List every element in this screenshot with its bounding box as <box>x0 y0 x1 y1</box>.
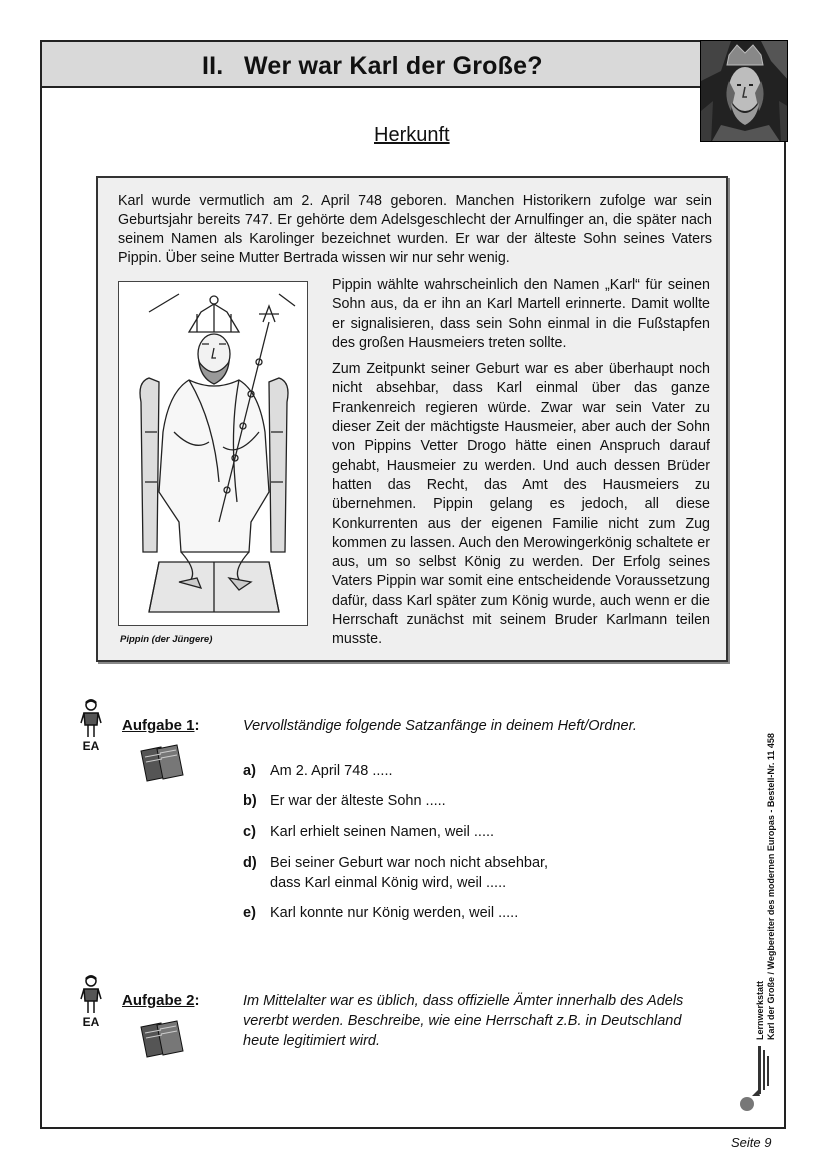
task-1-item <box>243 853 548 893</box>
karl-portrait-image <box>700 40 788 142</box>
item-text: Karl erhielt seinen Namen, weil ..... <box>270 824 495 840</box>
item-text: Bei seiner Geburt war noch nicht absehbar, <box>270 855 549 871</box>
notebook-icon <box>139 1019 185 1059</box>
item-letter: e) <box>243 905 256 921</box>
chapter-title: Wer war Karl der Große? <box>244 52 543 80</box>
item-text: Am 2. April 748 ..... <box>270 763 393 779</box>
intro-paragraph: Karl wurde vermutlich am 2. April 748 geboren. Manchen Historikern zufolge war sein Geburtsjahr bereits 747. Er gehörte dem Adelsgeschlecht der Arnulfinger an, die später nach seinem Namen als Karolinger bezeichnet wurden. Er war der älteste Sohn seines Vaters Pippin. Über seine Mutter Bertrada wissen wir nur sehr wenig. <box>118 193 712 266</box>
task-1-colon: : <box>194 717 200 734</box>
publisher-logo <box>738 1046 772 1114</box>
section-heading: Herkunft <box>374 124 450 146</box>
page-title <box>202 52 543 81</box>
publisher-sidebar <box>755 733 777 1040</box>
item-letter: d) <box>243 855 257 871</box>
person-icon <box>79 699 103 753</box>
item-text-continued: dass Karl einmal König wird, weil ..... <box>270 875 507 891</box>
image-caption: Pippin (der Jüngere) <box>120 634 213 645</box>
item-letter: b) <box>243 793 257 809</box>
item-letter: a) <box>243 763 256 779</box>
pippin-illustration <box>118 281 308 626</box>
task-1-item <box>243 761 393 781</box>
paragraph-naming: Pippin wählte wahrscheinlich den Namen „Karl“ für seinen Sohn aus, da er ihn an Karl Martell erinnerte. Damit wollte er signalisieren, dass sein Sohn einmal in die Fußstapfen des großen Hausmeiers treten sollte. <box>332 277 710 351</box>
task-2-colon: : <box>194 992 200 1009</box>
task-2-label <box>122 992 200 1009</box>
item-text: Karl konnte nur König werden, weil ..... <box>270 905 519 921</box>
task-1-item <box>243 822 494 842</box>
notebook-icon <box>139 743 185 783</box>
task-1-item <box>243 791 446 811</box>
task-1-instruction: Vervollständige folgende Satzanfänge in deinem Heft/Ordner. <box>243 718 637 734</box>
person-icon <box>79 975 103 1029</box>
item-text: Er war der älteste Sohn ..... <box>270 793 446 809</box>
text-box <box>96 176 728 662</box>
body-text <box>332 276 710 657</box>
ea-badge: EA <box>82 1015 100 1029</box>
item-letter: c) <box>243 824 256 840</box>
task-2-title: Aufgabe 2 <box>122 992 195 1009</box>
ea-badge: EA <box>82 739 100 753</box>
task-1-item <box>243 903 518 923</box>
sidebar-title: Karl der Große / Wegbereiter des modernen Europas - Bestell-Nr. 11 458 <box>766 733 776 1040</box>
task-2-instruction: Im Mittelalter war es üblich, dass offizielle Ämter innerhalb des Adels vererbt werden. Beschreibe, wie eine Herrschaft z.B. in Deutschland heute legitimiert wird. <box>243 993 684 1049</box>
task-1-label <box>122 717 200 734</box>
sidebar-series: Lernwerkstatt <box>755 980 765 1040</box>
title-bar <box>42 42 786 88</box>
paragraph-succession: Zum Zeitpunkt seiner Geburt war es aber überhaupt noch nicht absehbar, dass Karl einmal über das ganze Frankenreich regieren würde. Zwar war sein Vater zu dieser Zeit der mächtigste Hausmeier, aber auch der Sohn von Pippins Vetter Drogo hätte einen Anspruch darauf gehabt, Hausmeier zu werden. Und auch dessen Brüder hatten das Recht, das Amt des Hausmeiers zu übernehmen. Pippin gelang es jedoch, all diese Konkurrenten aus der eigenen Familie nicht zum Zug kommen zu lassen. Auch den Merowingerkönig schaltete er aus, um so selbst König zu werden. Der Erfolg seines Vaters Pippin war somit eine entscheidende Voraussetzung dafür, dass Karl später zum König wurde, auch wenn er die Herrschaft zunächst mit seinem Bruder Karlmann teilen musste. <box>332 361 710 648</box>
chapter-number: II. <box>202 52 224 80</box>
task-1-title: Aufgabe 1 <box>122 717 195 734</box>
page-number: Seite 9 <box>731 1135 772 1150</box>
